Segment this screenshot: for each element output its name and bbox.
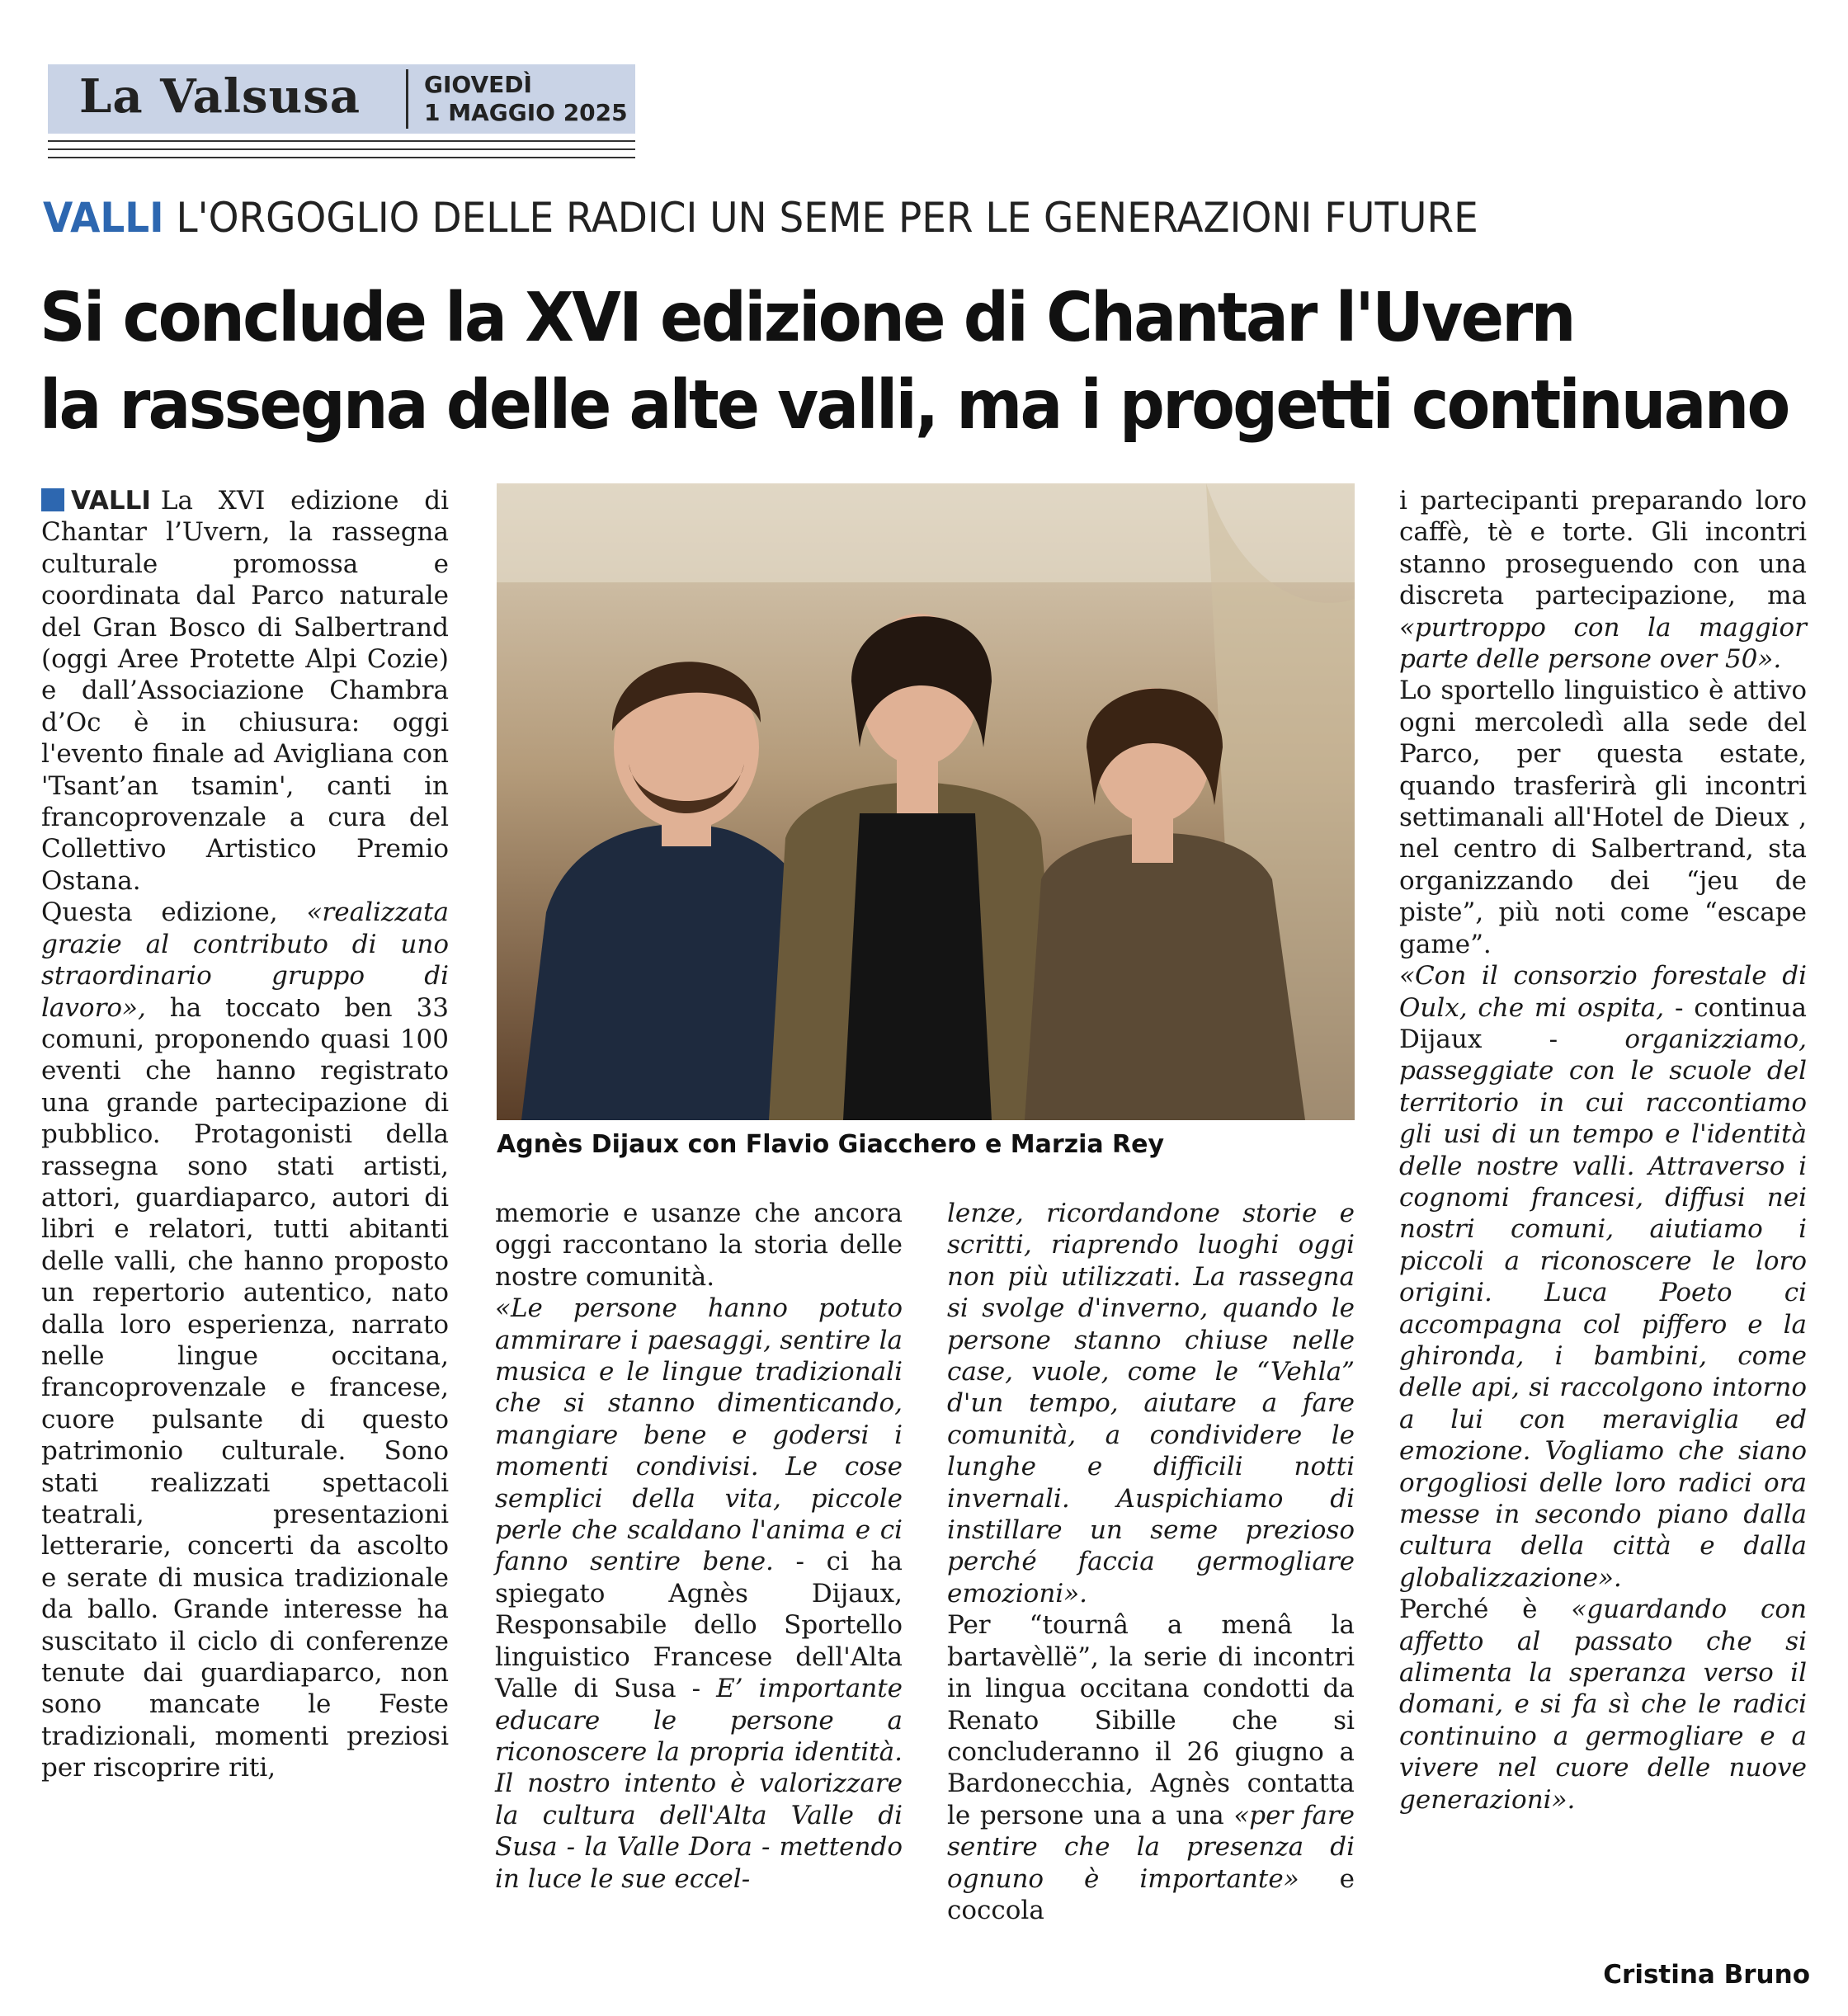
headline-line-2: la rassegna delle alte valli, ma i progetti continuano [40,366,1789,445]
kicker-tag: VALLI [43,194,164,242]
issue-weekday: GIOVEDÌ [424,71,532,98]
kicker-text: L'ORGOGLIO DELLE RADICI UN SEME PER LE GENERAZIONI FUTURE [176,194,1478,242]
masthead-rule [48,157,635,158]
article-column-3 [947,1198,1355,1926]
article-text: Questa edizione, «realizzata grazie al contributo di uno straordinario gruppo di lavoro», ha toccato ben 33 comuni, proponendo quasi 100 eventi che hanno registrato una grande partecipazione di pubblico. Protagonisti della rassegna sono stati artisti, attori, guardiaparco, autori di libri e relatori, tutti abitanti delle valli, che hanno proposto un repertorio autentico, nato dalla loro esperienza, narrato nelle lingue occitana, francoprovenzale e francese, cuore pulsante di questo patrimonio culturale. Sono stati realizzati spettacoli teatrali, presentazioni letterarie, concerti da ascolto e serate di musica tradizionale da ballo. Grande interesse ha suscitato il ciclo di conferenze tenute dai guardiaparco, non sono mancate le Feste tradizionali, momenti preziosi per riscoprire riti, [41,897,449,1783]
article-text: i partecipanti preparando loro caffè, tè e torte. Gli incontri stanno proseguendo con una discreta partecipazione, ma «purtroppo con la maggior parte delle persone over 50». [1399,486,1807,675]
headline-line-1: Si conclude la XVI edizione di Chantar l'Uvern [40,279,1574,357]
issue-date [424,71,628,127]
issue-day: 1 MAGGIO 2025 [424,99,628,126]
article-text: Perché è «guardando con affetto al passato che si alimenta la speranza verso il domani, e si fa sì che le radici continuino a germogliare e a vivere nel cuore delle nuove generazioni». [1399,1594,1807,1815]
photo-caption: Agnès Dijaux con Flavio Giacchero e Marzia Rey [497,1130,1165,1159]
masthead-divider [406,69,408,129]
article-text: Lo sportello linguistico è attivo ogni mercoledì alla sede del Parco, per questa estate, quando trasferirà gli incontri settimanali all'Hotel de Dieux , nel centro di Salbertrand, sta organizzando dei “jeu de piste”, più noti come “escape game”. [1399,676,1807,959]
article-text: lenze, ricordandone storie e scritti, riaprendo luoghi oggi non più utilizzati. La rassegna si svolge d'inverno, quando le persone stanno chiuse nelle case, vuole, come le “Vehla” d'un tempo, aiutare a fare comunità, a condividere le lunghe e difficili notti invernali. Auspichiamo di instillare un seme prezioso perché faccia germogliare emozioni». [947,1199,1355,1609]
lead-marker-icon [41,488,64,511]
article-text: memorie e usanze che ancora oggi raccontano la storia delle nostre comunità. [495,1199,903,1292]
article-column-4 [1399,485,1807,1816]
article-text: VALLI La XVI edizione di Chantar l’Uvern, la rassegna culturale promossa e coordinata dal Parco naturale del Gran Bosco di Salbertrand (oggi Aree Protette Alpi Cozie) e dall’Associazione Chambra d’Oc è in chiusura: oggi l'evento finale ad Avigliana con 'Tsant’an tsamin', canti in francoprovenzale a cura del Collettivo Artistico Premio Ostana. [41,486,449,896]
article-text: «Con il consorzio forestale di Oulx, che mi ospita, - continua Dijaux - organizziamo, passeggiate con le scuole del territorio in cui raccontiamo gli usi di un tempo e l'identità delle nostre valli. Attraverso i cognomi francesi, diffusi nei nostri comuni, aiutiamo i piccoli a riconoscere le loro origini. Luca Poeto ci accompagna col piffero e la ghironda, i bambini, come delle api, si raccolgono intorno a lui con meraviglia ed emozione. Vogliamo che siano orgogliosi delle loro radici ora messe in secondo piano dalla cultura della città e dalla globalizzazione». [1399,961,1807,1593]
article-text: «Le persone hanno potuto ammirare i paesaggi, sentire la musica e le lingue tradizionali che si stanno dimenticando, mangiare bene e godersi i momenti condivisi. Le cose semplici della vita, piccole perle che scaldano l'anima e ci fanno sentire bene. - ci ha spiegato Agnès Dijaux, Responsabile dello Sportello linguistico Francese dell'Alta Valle di Susa - E’ importante educare le persone a riconoscere la propria identità. Il nostro intento è valorizzare la cultura dell'Alta Valle di Susa - la Valle Dora - mettendo in luce le sue eccel- [495,1293,903,1894]
masthead-rule [48,140,635,142]
lead-tag: VALLI [71,486,151,516]
newspaper-name: La Valsusa [79,69,361,124]
photo-illustration [497,483,1355,1120]
article-text: Per “tournâ a menâ la bartavèllë”, la serie di incontri in lingua occitana condotti da Renato Sibille che si concluderanno il 26 giugno a Bardonecchia, Agnès contatta le persone una a una «per fare sentire che la presenza di ognuno è importante» e coccola [947,1610,1355,1925]
byline: Cristina Bruno [1603,1960,1810,1990]
masthead [48,64,635,134]
article-photo [497,483,1355,1120]
article-column-1 [41,485,449,1784]
masthead-rule [48,148,635,150]
kicker [43,193,1478,243]
article-column-2 [495,1198,903,1895]
